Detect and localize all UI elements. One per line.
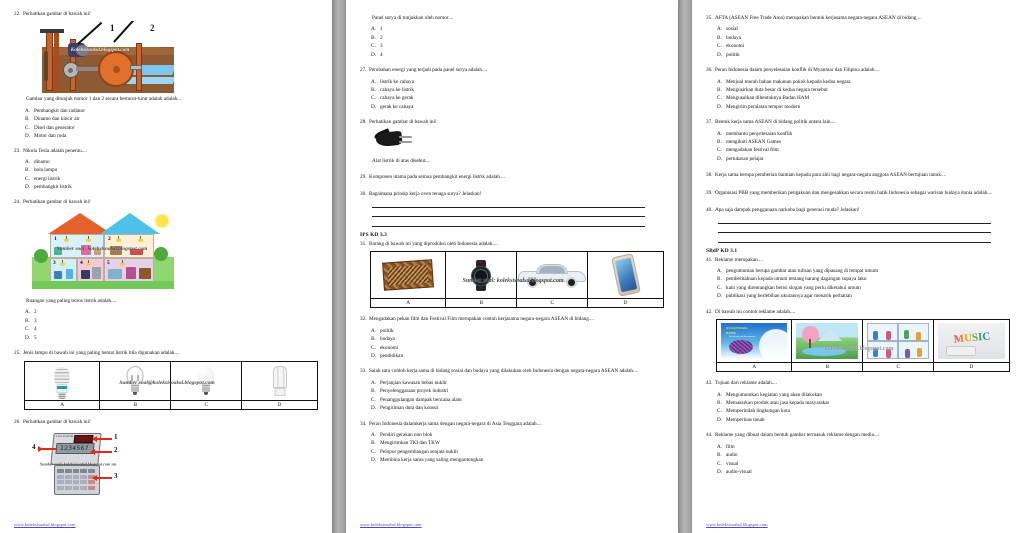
option-d[interactable]: D. Mengirim peralatan tempur modern <box>717 103 801 110</box>
product-cell-b[interactable]: AP <box>446 252 517 299</box>
option-b[interactable]: B. Penyelenggaraan proyek industri <box>371 388 449 395</box>
question-text: Bagaimana prinsip kerja oven tenaga surya? Jelaskan! <box>368 191 482 198</box>
option-c[interactable]: C. Memperindah lingkungan kota <box>717 408 790 415</box>
option-d[interactable]: D. Motor dan roda <box>25 133 67 140</box>
question-number: 26. <box>14 418 21 425</box>
question-text: Nikola Tesla adalah penemu.... <box>22 147 87 154</box>
question-22 <box>14 10 320 18</box>
option-a[interactable]: A. politik <box>371 327 394 334</box>
option-d[interactable]: D. pembangkit listrik <box>25 184 72 191</box>
section-heading-ips: IPS KD 3.3 <box>360 231 387 238</box>
figure-label-4: 4 <box>80 260 83 267</box>
reklame-cell-d[interactable]: MUSIC <box>934 320 1010 363</box>
question-number: 44. <box>706 432 713 439</box>
option-c[interactable]: C. 4 <box>25 326 37 333</box>
question-number: 43. <box>706 380 713 387</box>
question-number: 23. <box>14 147 21 154</box>
calc-label-3: 3 <box>114 472 118 481</box>
lamp-cell-a[interactable] <box>25 361 100 400</box>
product-cell-c[interactable] <box>517 252 588 299</box>
question-37 <box>706 118 1012 126</box>
option-d[interactable]: D. 4 <box>371 51 383 58</box>
reklame-label-d: D <box>934 363 1010 372</box>
page-gutter-2 <box>678 0 692 533</box>
lamp-label-a: A <box>25 400 100 409</box>
watermark: Sumber soal: koleksisoalsd.blogspot.com sm <box>39 461 117 467</box>
question-34-options <box>371 431 666 465</box>
option-b[interactable]: B. 3 <box>25 317 37 324</box>
question-35 <box>706 14 1012 22</box>
question-22-options <box>25 107 320 141</box>
question-number: 41. <box>706 256 713 263</box>
answer-lines-40[interactable] <box>718 218 1012 243</box>
page-gutter-1 <box>332 0 346 533</box>
question-27 <box>360 66 666 74</box>
reklame-cell-b[interactable] <box>792 320 863 363</box>
question-number: 38. <box>706 172 713 179</box>
option-b[interactable]: B. Mengusirkan duta besar di kedua negara tersebut <box>717 86 828 93</box>
question-34 <box>360 420 666 428</box>
question-number: 29. <box>360 174 367 181</box>
figure-calculator: CALCULATOR 1234567 1 2 3 4 Sumber soal: koleksisoalsd.blogspot.com sm <box>32 429 320 499</box>
watermark: Koleksisoalsd.blogspot.com <box>70 47 130 54</box>
page-1 <box>0 0 332 533</box>
watermark: koleksisoalsd.blogspot.com <box>824 346 894 353</box>
figure-house-rooms <box>26 209 320 295</box>
product-label-b: B <box>446 299 517 308</box>
question-number: 37. <box>706 119 713 126</box>
option-d[interactable]: D. gerak ke cahaya <box>371 103 414 110</box>
question-41 <box>706 256 1012 264</box>
product-label-d: D <box>588 299 664 308</box>
question-number: 31. <box>360 240 367 247</box>
option-a[interactable]: A. sosial <box>717 26 738 33</box>
figure-label-2: 2 <box>150 23 155 34</box>
question-text: Perhatikan gambar di bawah ini! <box>22 418 91 425</box>
lamp-cell-c[interactable] <box>171 361 242 400</box>
figure-label-2: 2 <box>108 236 111 243</box>
option-d[interactable]: D. audio-visual <box>717 468 752 475</box>
question-36-options <box>717 78 1012 112</box>
option-a[interactable]: A. listrik ke cahaya <box>371 78 414 85</box>
option-b[interactable]: B. Memasarkan produk atau jasa kepada masyarakat <box>717 399 829 406</box>
question-26 <box>14 418 320 426</box>
question-text: Barang di bawah ini yang diproduksi oleh Indonesia adalah.... <box>368 240 498 247</box>
option-b[interactable]: B. bola lampu <box>25 167 58 174</box>
question-text: Perhatikan gambar di bawah ini! <box>22 198 91 205</box>
footer-link[interactable]: www.koleksisoalsd.blogspot.com <box>706 522 768 527</box>
option-b[interactable]: B. cahaya ke listrik <box>371 86 414 93</box>
option-b[interactable]: B. 2 <box>371 34 383 41</box>
option-b[interactable]: B. budaya <box>717 34 741 41</box>
question-number: 33. <box>360 368 367 375</box>
question-text: Perhatikan gambar di bawah ini! <box>368 119 437 126</box>
question-28-subtext: Alat listrik di atas disebut.... <box>372 157 431 164</box>
question-44-options <box>717 443 1012 477</box>
lamp-label-d: D <box>242 400 318 409</box>
reklame-cell-c[interactable] <box>863 320 934 363</box>
question-number: 36. <box>706 67 713 74</box>
watermark: Sumber soal@koleksisoalsd.blogspot.com <box>119 379 215 386</box>
option-c[interactable]: C. cahaya ke gerak <box>371 95 414 102</box>
question-text: Apa saja dampak penggunaan narkoba bagi generasi muda? Jelaskan! <box>714 207 860 214</box>
option-c[interactable]: C. ekonomi <box>371 344 399 351</box>
question-number: 27. <box>360 67 367 74</box>
question-38 <box>706 171 1012 179</box>
question-40 <box>706 206 1012 214</box>
product-options-table <box>370 251 664 308</box>
lamp-options-wrapper <box>14 361 320 410</box>
option-a[interactable]: A. membantu penyelesaian konflik <box>717 130 793 137</box>
lamp-cell-b[interactable] <box>100 361 171 400</box>
question-text: Reklame yang dibuat dalam bentuk gambar termasuk reklame dengan media.... <box>714 432 880 439</box>
calc-label-4: 4 <box>32 443 36 452</box>
option-d[interactable]: D. pertukaran pelajar <box>717 155 764 162</box>
option-c[interactable]: C. ekonomi <box>717 43 745 50</box>
question-text: Salah satu contoh kerja sama di bidang sosial dan budaya yang dilakukan oleh Indonesia dengan negara-negara ASEAN adalah.... <box>368 368 639 375</box>
figure-water-wheel-generator <box>26 21 320 93</box>
question-32-options <box>371 327 666 361</box>
option-d[interactable]: D. publikasi yang berlebihan ukurannya agar menarik perhatian <box>717 293 852 300</box>
question-36 <box>706 66 1012 74</box>
section-heading-sbdp: SBdP KD 3.1 <box>706 247 738 254</box>
product-label-a: A <box>371 299 446 308</box>
question-number: 42. <box>706 308 713 315</box>
reklame-label-b: B <box>792 363 863 372</box>
question-26-options <box>371 25 666 59</box>
figure-label-5: 5 <box>107 260 110 267</box>
option-a[interactable]: A. Menjual murah bahan makanan pokok kepada kedua negara <box>717 78 851 85</box>
page-2 <box>346 0 678 533</box>
question-43 <box>706 379 1012 387</box>
question-number: 40. <box>706 207 713 214</box>
question-number: 22. <box>14 11 21 17</box>
option-c[interactable]: C. mengadakan festival film <box>717 147 779 154</box>
lamp-cell-d[interactable] <box>242 361 318 400</box>
question-text: Jenis lampu di bawah ini yang paling hemat listrik bila digunakan adalah.... <box>22 350 180 357</box>
question-text: Bentuk kerja sama ASEAN di bidang politik antara lain.... <box>714 119 836 126</box>
question-24 <box>14 198 320 206</box>
question-31 <box>360 240 666 248</box>
question-22-subtext: Gambar yang ditunjuk nomor 1 dan 2 secara berturut-turut adalah adalah.... <box>26 96 183 103</box>
question-text: Peran Indonesia dalamkerja sama dengan negara-negara di Asia Tenggara adalah.... <box>368 420 542 427</box>
calc-label-1: 1 <box>114 433 118 442</box>
reklame-options-table <box>716 319 1010 372</box>
option-b[interactable]: B. Mengirimkan TKI dan TKW <box>371 440 440 447</box>
footer-link[interactable]: www.koleksisoalsd.blogspot.com <box>14 522 76 527</box>
option-a[interactable]: A. 2 <box>25 309 37 316</box>
page-3 <box>692 0 1024 533</box>
question-text: Peran Indonesia dalam penyelesaian konflik di Myanmar dan Filipina adalah.... <box>714 67 880 74</box>
figure-label-3: 3 <box>53 260 56 267</box>
question-26-continued-text: Panel surya di tunjukkan oleh nomor.... <box>372 15 454 21</box>
question-number: 30. <box>360 191 367 198</box>
lamp-label-c: C <box>171 400 242 409</box>
option-b[interactable]: B. mengikuti ASEAN Games <box>717 139 782 146</box>
option-a[interactable]: A. dinamo <box>25 158 50 165</box>
option-c[interactable]: C. Mengusulkan dibentuknya Badan HAM <box>717 95 810 102</box>
option-d[interactable]: D. Membina kerja sama yang saling menguntungkan <box>371 457 484 464</box>
option-b[interactable]: B. audio <box>717 452 738 459</box>
option-b[interactable]: B. pemberitahuan kepada umum tentang barang dagangan supaya laku <box>717 276 867 283</box>
question-number: 32. <box>360 316 367 323</box>
lamp-options-table <box>24 361 318 410</box>
question-39 <box>706 189 1012 197</box>
calc-label-2: 2 <box>114 446 118 455</box>
option-a[interactable]: A. Pendiri gerakan non blok <box>371 431 433 438</box>
option-c[interactable]: C. Pelopor pengembangan senjata nuklir <box>371 448 459 455</box>
option-c[interactable]: C. energi listrik <box>25 175 61 182</box>
option-b[interactable]: B. budaya <box>371 336 395 343</box>
question-number: 28. <box>360 119 367 126</box>
question-42 <box>706 308 1012 316</box>
reklame-label-c: C <box>863 363 934 372</box>
option-d[interactable]: D. pendidikan <box>371 353 404 360</box>
product-cell-d[interactable] <box>588 252 664 299</box>
option-d[interactable]: D. politik <box>717 51 740 58</box>
option-a[interactable]: A. film <box>717 443 735 450</box>
reklame-cell-a[interactable]: NUSANTARA BATIK Koleksi batik asli khas nusantara <box>717 320 792 363</box>
reklame-options-wrapper <box>706 319 1012 372</box>
option-d[interactable]: D. Pengiriman duta dan konsul <box>371 405 439 412</box>
question-text: Tujuan dari reklame adalah.... <box>714 380 777 387</box>
option-d[interactable]: D. Memperluas tanah <box>717 416 765 423</box>
option-a[interactable]: A. Mengumumkan kegiatan yang akan dilakukan <box>717 391 822 398</box>
question-text: AFTA (ASEAN Free Trade Area) merupakan bentuk kerjasama negara-negara ASEAN di bidang.... <box>714 15 922 21</box>
question-number: 39. <box>706 189 713 196</box>
option-a[interactable]: A. pengumuman berupa gambar atau tulisan yang dipasang di tempat umum <box>717 268 878 275</box>
question-33 <box>360 367 666 375</box>
question-25 <box>14 349 320 357</box>
question-44 <box>706 431 1012 439</box>
question-text: Di bawah ini contoh reklame adalah.... <box>714 308 796 315</box>
question-text: Reklame merupakan.... <box>714 256 763 263</box>
question-text: Perhatikan gambar di bawah ini! <box>22 11 91 17</box>
question-number: 25. <box>14 350 21 357</box>
option-c[interactable]: C. visual <box>717 460 739 467</box>
option-a[interactable]: A. 1 <box>371 26 383 33</box>
question-text: Mengadakan pekan film dan Festival Film merupakan contoh kerjasama negara-negara ASEAN di bidang.... <box>368 316 594 323</box>
option-b[interactable]: B. Dinamo dan kincir air <box>25 116 80 123</box>
question-number: 34. <box>360 420 367 427</box>
question-35-options <box>717 25 1012 59</box>
question-23-options <box>25 158 320 192</box>
footer-link[interactable]: www.koleksisoalsd.blogspot.com <box>360 522 422 527</box>
answer-lines-30[interactable] <box>372 202 666 227</box>
question-24-subtext: Ruangan yang paling boros listrik adalah.... <box>26 298 117 305</box>
question-27-options <box>371 78 666 112</box>
question-28 <box>360 118 666 126</box>
figure-electric-plug <box>372 130 666 152</box>
product-label-c: C <box>517 299 588 308</box>
product-options-wrapper <box>360 251 666 308</box>
question-text: Komponen utama pada semua pembangkit energi listrik adalah.... <box>368 174 506 181</box>
option-d[interactable]: D. 5 <box>25 334 37 341</box>
option-a[interactable]: A. Pembangkit dan radiator <box>25 107 85 114</box>
question-23 <box>14 147 320 155</box>
question-37-options <box>717 130 1012 164</box>
question-text: Perubahan energi yang terjadi pada panel surya adalah.... <box>368 67 488 74</box>
question-24-options <box>25 308 320 342</box>
option-c[interactable]: C. Penanggulangan dampak bencana alam <box>371 396 462 403</box>
reklame-label-a: A <box>717 363 792 372</box>
question-41-options <box>717 267 1012 301</box>
option-c[interactable]: C. Disel dan generator <box>25 124 75 131</box>
calculator-display: 1234567 <box>59 445 90 453</box>
figure-label-1: 1 <box>54 236 57 243</box>
question-33-options <box>371 379 666 413</box>
question-text: Organisasi PBB yang memberikan pengakuan dan mengesahkan secara resmi batik Indonesia sebagai warisan budaya dunia adalah.... <box>714 189 993 196</box>
lamp-label-b: B <box>100 400 171 409</box>
watermark: Sumber soal: koleksisoalsd.blogspot.com <box>462 278 564 285</box>
question-text: Kerja sama berupa pemberian bantuan kepada para ahli bagi negara-negara anggota ASEAN bertujuan untuk.... <box>714 172 947 179</box>
option-c[interactable]: C. kain yang direntangkan berisi slogan yang perlu diketahui umum <box>717 284 861 291</box>
question-number: 35. <box>706 15 713 21</box>
option-c[interactable]: C. 3 <box>371 43 383 50</box>
question-30 <box>360 190 666 198</box>
question-29 <box>360 173 666 181</box>
question-number: 24. <box>14 198 21 205</box>
watermark: Sumber soal: koleksisoalsd.blogspot.com <box>56 246 148 253</box>
question-32 <box>360 315 666 323</box>
product-cell-a[interactable] <box>371 252 446 299</box>
figure-label-1: 1 <box>110 23 115 34</box>
question-43-options <box>717 391 1012 425</box>
option-a[interactable]: A. Perjanjian kawasan bebas nuklir <box>371 379 447 386</box>
